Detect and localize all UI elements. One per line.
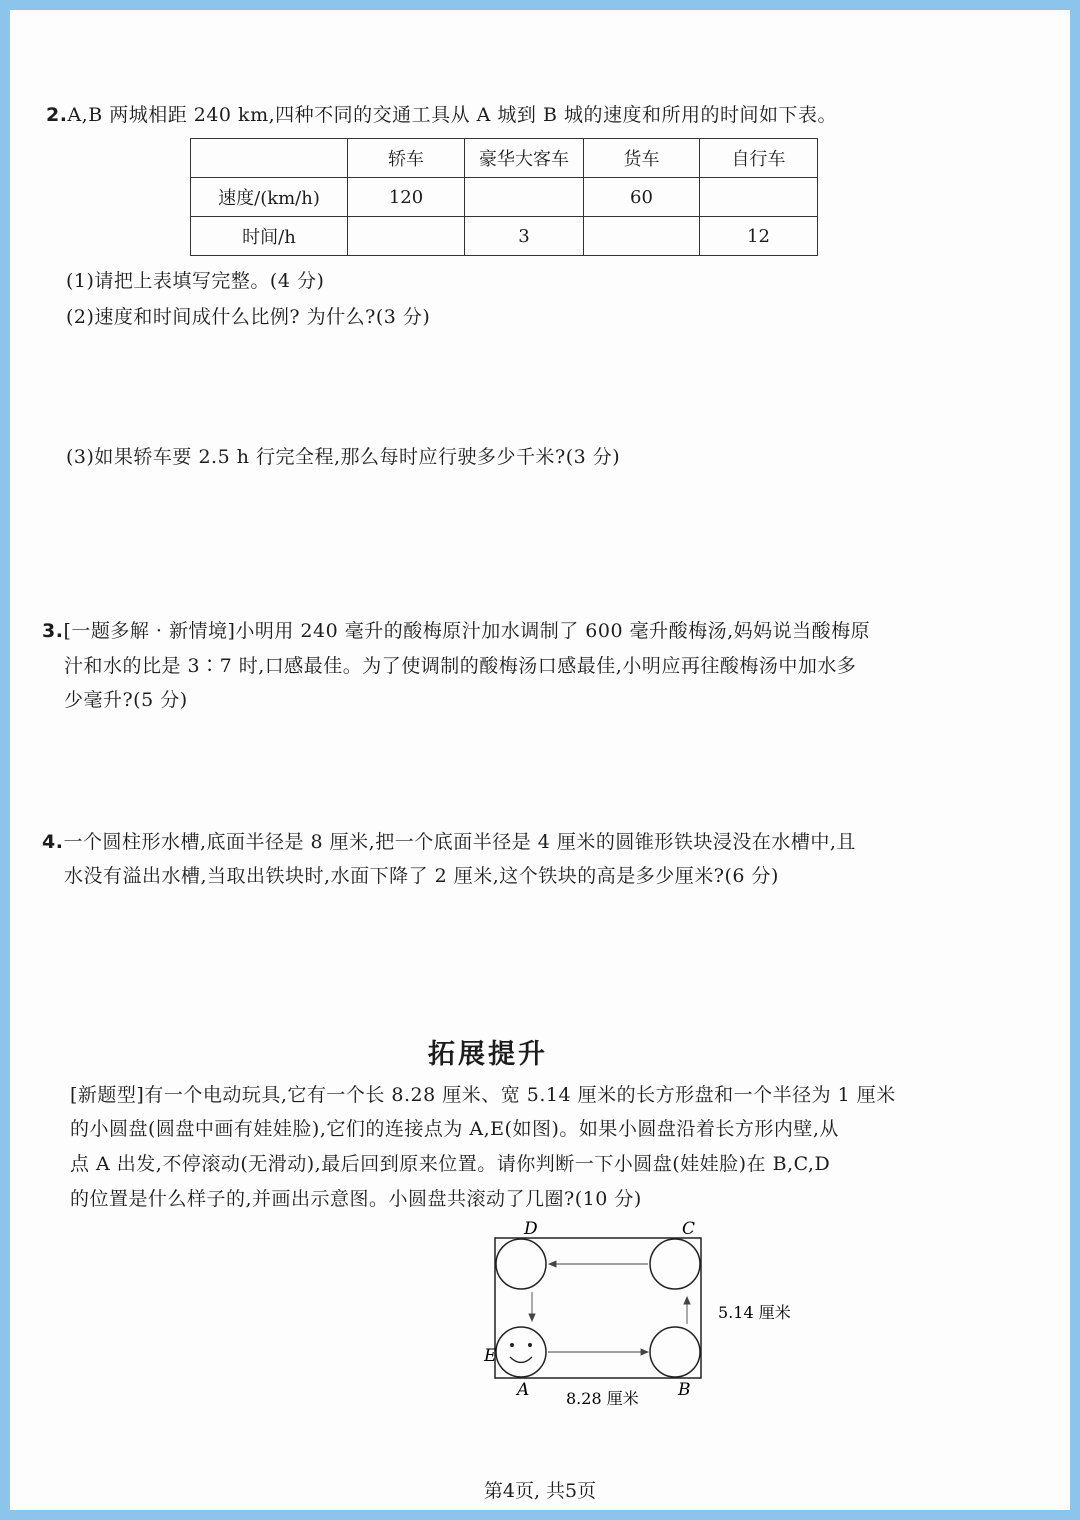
- disc-position-c: [650, 1239, 700, 1289]
- face-mouth: [510, 1357, 532, 1363]
- table-header-cell: [191, 139, 348, 178]
- q2-stem: [46, 100, 837, 127]
- q3-text: [一题多解 · 新情境]小明用 240 毫升的酸梅原汁加水调制了 600 毫升酸梅汤,妈妈说当酸梅原: [63, 620, 871, 642]
- table-cell: [465, 178, 584, 217]
- arrow-head-icon: [684, 1297, 690, 1304]
- arrow-head-icon: [549, 1261, 556, 1267]
- label-e: E: [484, 1346, 497, 1366]
- table-header-cell: 轿车: [348, 139, 465, 178]
- section-line-4: 的位置是什么样子的,并画出示意图。小圆盘共滚动了几圈?(10 分): [70, 1188, 642, 1210]
- worksheet-page: [10, 10, 1070, 1510]
- table-header-row: [191, 139, 818, 178]
- section-line-1: [新题型]有一个电动玩具,它有一个长 8.28 厘米、宽 5.14 厘米的长方形盘和一个半径为 1 厘米: [70, 1084, 896, 1106]
- width-label: 5.14 厘米: [718, 1303, 791, 1322]
- disc-position-b: [650, 1327, 700, 1377]
- page-footer: 第4页, 共5页: [483, 1480, 597, 1502]
- table-cell: 3: [465, 217, 584, 256]
- q3-number: 3.: [42, 620, 64, 642]
- label-a: A: [517, 1380, 530, 1400]
- table-header-cell: 豪华大客车: [465, 139, 584, 178]
- rolling-disc-figure: [460, 1208, 820, 1408]
- disc-position-d: [496, 1239, 546, 1289]
- rectangle-tray: [495, 1238, 701, 1378]
- table-row: [191, 178, 818, 217]
- table-cell: [348, 217, 465, 256]
- q3-line-3: 少毫升?(5 分): [64, 689, 188, 711]
- q2-stem-text: A,B 两城相距 240 km,四种不同的交通工具从 A 城到 B 城的速度和所用的时间如下表。: [67, 104, 837, 126]
- length-label: 8.28 厘米: [566, 1389, 639, 1408]
- table-row-label: 速度/(km/h): [191, 178, 348, 217]
- face-right-eye: [528, 1343, 532, 1347]
- q4-text: 一个圆柱形水槽,底面半径是 8 厘米,把一个底面半径是 4 厘米的圆锥形铁块浸没在水槽中,且: [63, 831, 856, 853]
- arrow-head-icon: [529, 1314, 535, 1321]
- table-cell: 120: [348, 178, 465, 217]
- table-cell: [700, 178, 818, 217]
- table-header-cell: 货车: [584, 139, 700, 178]
- smiley-face-icon: [496, 1327, 546, 1377]
- disc-position-a-face: [496, 1327, 546, 1377]
- label-d: D: [524, 1219, 538, 1239]
- q4-number: 4.: [42, 831, 64, 853]
- table-header-cell: 自行车: [700, 139, 818, 178]
- section-title: 拓展提升: [428, 1039, 548, 1070]
- q2-sub3: (3)如果轿车要 2.5 h 行完全程,那么每时应行驶多少千米?(3 分): [66, 446, 621, 468]
- section-line-2: 的小圆盘(圆盘中画有娃娃脸),它们的连接点为 A,E(如图)。如果小圆盘沿着长方形内壁,从: [70, 1118, 839, 1140]
- q2-sub1: (1)请把上表填写完整。(4 分): [66, 270, 325, 292]
- q2-sub2: (2)速度和时间成什么比例? 为什么?(3 分): [66, 306, 431, 328]
- table-cell: [584, 217, 700, 256]
- q4-line-2: 水没有溢出水槽,当取出铁块时,水面下降了 2 厘米,这个铁块的高是多少厘米?(6 分): [64, 865, 779, 887]
- table-cell: 12: [700, 217, 818, 256]
- table-row-label: 时间/h: [191, 217, 348, 256]
- face-left-eye: [510, 1343, 514, 1347]
- table-cell: 60: [584, 178, 700, 217]
- rolling-path-arrows: [529, 1261, 690, 1355]
- arrow-head-icon: [641, 1349, 648, 1355]
- table-row: [191, 217, 818, 256]
- q3-line-2: 汁和水的比是 3∶7 时,口感最佳。为了使调制的酸梅汤口感最佳,小明应再往酸梅汤中加水多: [64, 655, 857, 677]
- label-c: C: [682, 1219, 696, 1239]
- q4-line-1: [42, 827, 856, 854]
- q2-number: 2.: [46, 104, 68, 126]
- label-b: B: [678, 1380, 691, 1400]
- section-line-3: 点 A 出发,不停滚动(无滑动),最后回到原来位置。请你判断一下小圆盘(娃娃脸)在 B,C,D: [70, 1153, 831, 1175]
- q3-line-1: [42, 616, 870, 643]
- q2-table: [190, 138, 818, 256]
